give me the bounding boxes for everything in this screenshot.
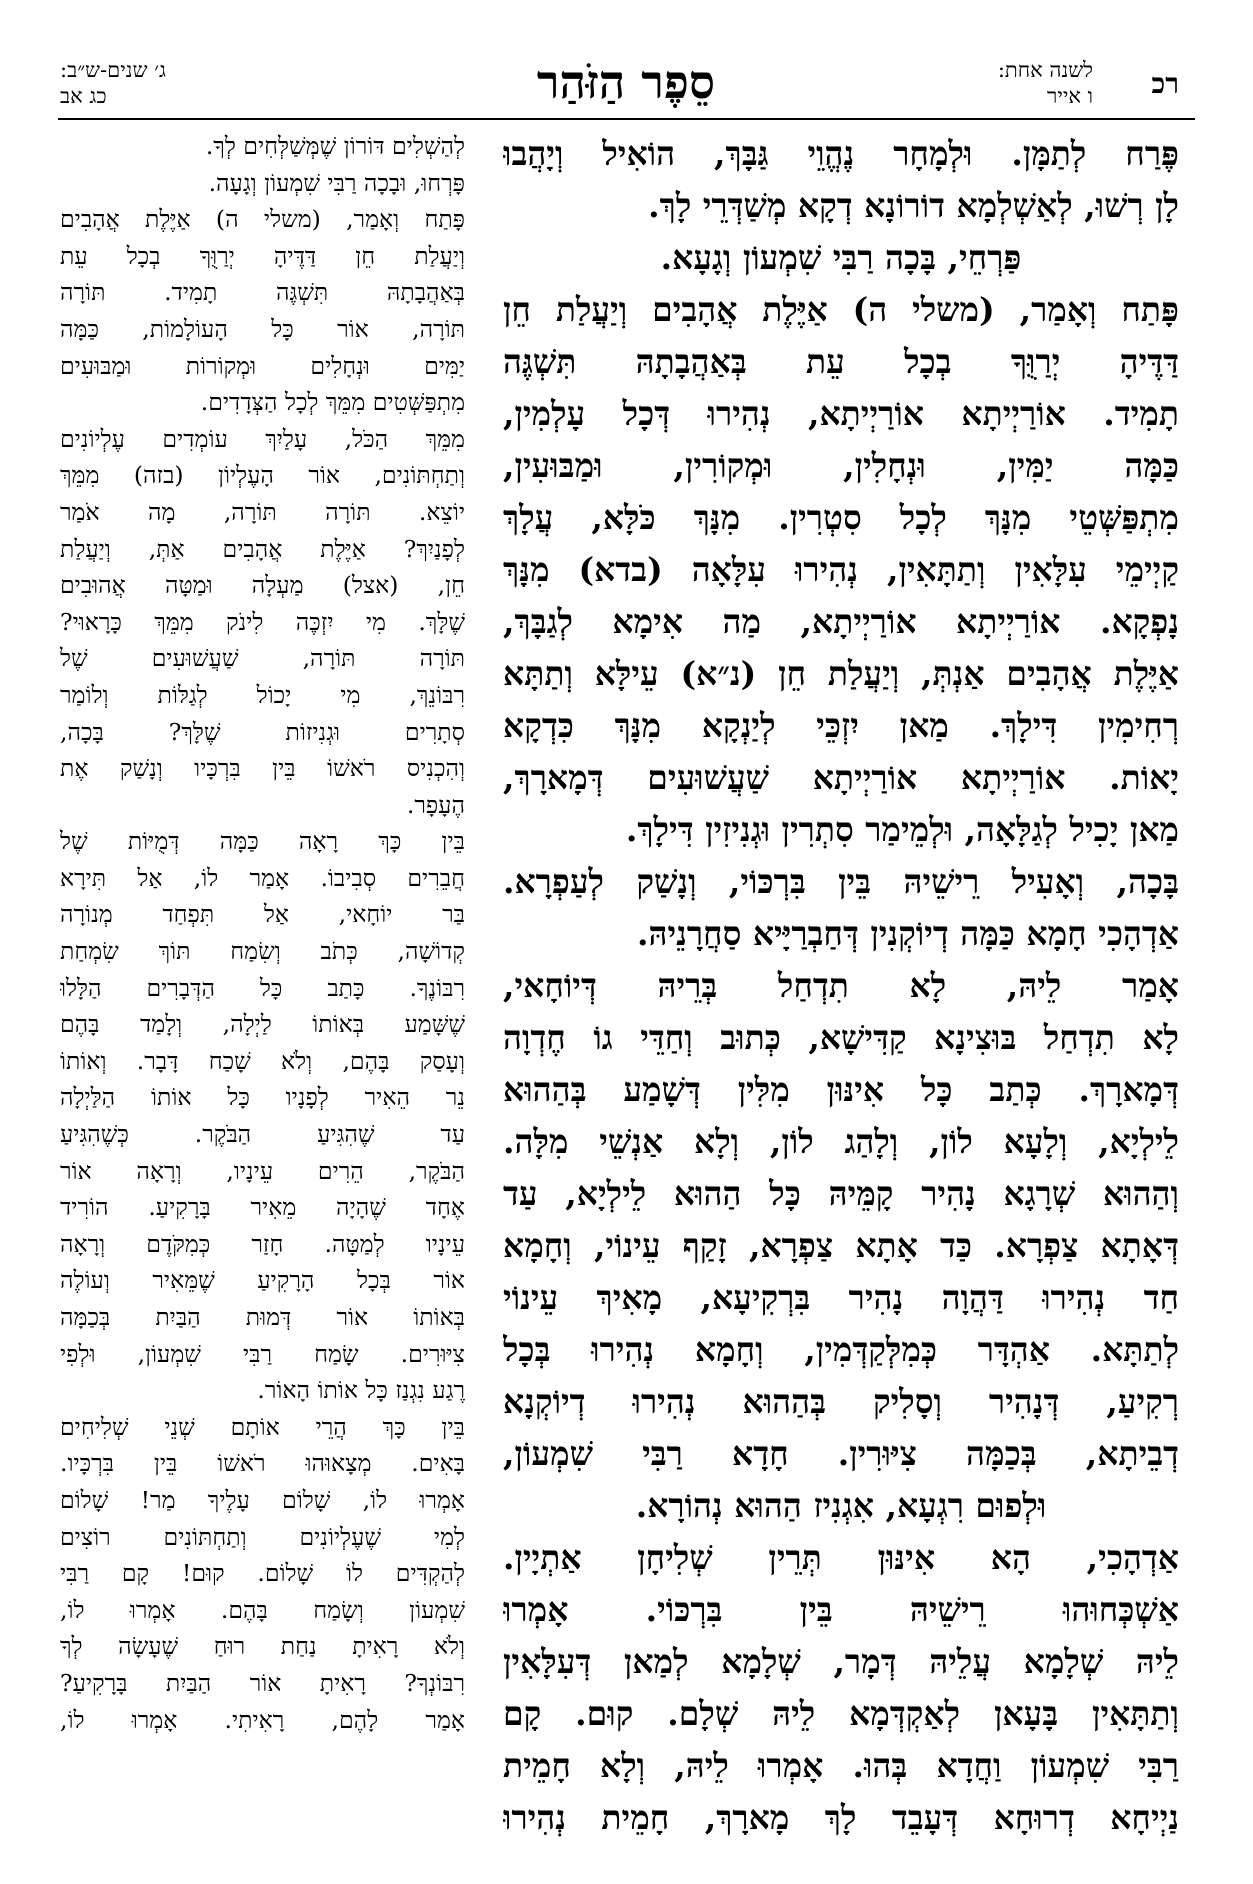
translation-text-line: לְפָנַיִךְ? אַיֶּלֶת אֲהָבִים אַתְּ, וְיַעֲלַת — [60, 534, 465, 563]
main-text-line: דְּאָתָא צַפְרָא. כַּד אָתָא צַפְרָא, זָקַף עֵינוֹי, וְחָמָא — [503, 1226, 1179, 1265]
main-text-line: חַד נְהִירוּ דַּהֲוָה נָהִיר בִּרְקִיעָא, מָאִיךְ עֵינוֹי — [503, 1278, 1179, 1317]
main-text-line: וְהַהוּא שְׁרָגָא נָהִיר קָמֵּיהּ כָּל הַהוּא לֵילְיָא, עַד — [503, 1174, 1179, 1213]
translation-text-line: אָמַר לָהֶם, רָאִיתִי. אָמְרוּ לוֹ, — [60, 1705, 465, 1734]
main-text-line: אַדְהָכִי חָמָא כַּמָּה דְיוֹקְנִין דְּחַבְרַיָּיא סַחֲרָנֵיהּ. — [636, 914, 1179, 953]
translation-text-line: בַּר יוֹחָאי, אַל תִּפְחַד מְנוֹרָה — [60, 900, 465, 929]
main-text-line: פָּתַח וְאָמַר, (משלי ה) אַיֶּלֶת אֲהָבִים וְיַעֲלַת חֵן — [503, 290, 1179, 329]
translation-text-line: תּוֹרָה תּוֹרָה, שַׁעֲשׁוּעִים שֶׁל — [60, 644, 465, 673]
translation-text-line: הַבֹּקֶר, הֵרִים עֵינָיו, וְרָאָה אוֹר — [60, 1156, 465, 1185]
main-text-line: כַּמָּה יַמִּין, וּנְחָלִין, וּמְקוֹרִין, וּמַבּוּעִין, — [503, 446, 1179, 485]
main-text-line: תָמִיד. אוֹרַיְיתָא אוֹרַיְיתָא, נְהִירוּ דְּכָל עָלְמִין, — [503, 394, 1179, 433]
main-text-line: רְחִימִין דִּילָךְ. מַאן יִזְכֵּי לְיַנְקָא מִנָּךְ כִּדְקָא — [503, 706, 1179, 745]
main-text-line: נָפְקָא. אוֹרַיְיתָא אוֹרַיְיתָא, מַה אִימָא לְגַבָּךְ, — [503, 602, 1179, 641]
schedule-right-line2: ו אייר — [1047, 84, 1093, 108]
main-text-line: בָּכָה, וְאָעִיל רֵישֵׁיהּ בֵּין בִּרְכּוֹי, וְנָשַׁק לְעַפְרָא. — [503, 862, 1179, 901]
translation-text-line: וְיַעֲלַת חֵן דַּדֶּיהָ יְרַוֻּךָ בְכָל עֵת — [60, 241, 465, 270]
translation-text-line: בְּאוֹתוֹ אוֹר דְּמוּת הַבַּיִת בְּכַמָּה — [60, 1303, 465, 1331]
translation-text-line: לְהַשְׁלִים דּוֹרוֹן שֶׁמְּשַׁלְּחִים לְךָ. — [205, 132, 465, 160]
translation-text-line: מִתְפַּשְּׁטִים מִמֵּךְ לְכָל הַצְּדָדִים. — [200, 388, 465, 417]
main-text-line: קַיְימֵי עִלָּאִין וְתַתָּאִין, נְהִירוּ עִלָּאָה (בדא) מִנָּךְ — [503, 550, 1179, 589]
main-text-line: נַיְיחָא דְרוּחָא דְּעָבֵד לָךְ מָארָךְ, חָמֵית נְהִירוּ — [503, 1798, 1179, 1837]
main-text-line: לָא תִדְחַל בּוּצִינָא קַדִּישָׁא, כְּתוּב וְחַדֵּי גוֹ חֶדְוָה — [503, 1018, 1179, 1057]
translation-text-line: בְּאַהֲבָתָהּ תִּשְׁגֶּה תָמִיד. תּוֹרָה — [60, 278, 465, 307]
translation-text-line: לְהַקְדִּים לוֹ שָׁלוֹם. קוּם! קָם רַבִּי — [60, 1559, 465, 1588]
translation-text-line: אָמְרוּ לוֹ, שָׁלוֹם עָלֶיךָ מַר! שָׁלוֹם — [60, 1485, 465, 1514]
book-title: סֵפֶר הַזֹּהַר — [536, 55, 716, 109]
translation-text-line: עֵינָיו לְמַטָּה. חָזַר כְּמִקֹּדֶם וְרָאָה — [60, 1229, 465, 1258]
main-text-line: אַדְהָכִי, הָא אִינּוּן תְּרֵין שְׁלִיחָן אַתְיָין. — [503, 1538, 1179, 1577]
main-text-line: דְבֵיתָא, בְּכַמָּה צִיּוּרִין. חָדָא רַבִּי שִׁמְעוֹן, — [503, 1434, 1179, 1473]
translation-text-line: וְעָסַק בָּהֶם, וְלֹא שָׁכַח דָּבָר. וְאוֹתוֹ — [60, 1046, 465, 1075]
schedule-right-line1: לשנה אחת: — [997, 58, 1093, 82]
reading-schedule-left — [60, 57, 300, 109]
page-number: רכ — [1151, 67, 1179, 100]
translation-text-line: וְהִכְנִיס רֹאשׁוֹ בֵּין בִּרְכָּיו וְנָשַׁק אֶת — [60, 754, 465, 783]
translation-text-line: יַמִּים וּנְחָלִים וּמְקוֹרוֹת וּמַבּוּעִים — [60, 351, 465, 380]
translation-text-line: בָּאִים. מְצָאוּהוּ רֹאשׁוֹ בֵּין בִּרְכָּיו. — [60, 1449, 465, 1478]
main-text-line: פַּרְחֵי, בָּכָה רַבִּי שִׁמְעוֹן וְגָעָא. — [660, 238, 1022, 277]
main-text-line: יָאוֹת. אוֹרַיְיתָא אוֹרַיְיתָא שַׁעֲשׁוּעִים דְּמָארָךְ, — [503, 758, 1179, 797]
header-rule — [58, 118, 1195, 120]
translation-text-line: רִבּוֹנֵךְ, מִי יָכוֹל לְגַלּוֹת וְלוֹמַר — [60, 680, 465, 709]
translation-text-line: יוֹצֵא. תּוֹרָה תּוֹרָה, מָה אֹמַר — [60, 497, 465, 526]
translation-text-line: לְמִי שֶׁעֶלְיוֹנִים וְתַחְתּוֹנִים רוֹצִים — [60, 1522, 465, 1551]
schedule-left-line1: ג׳ שנים-ש״ב: — [60, 58, 166, 82]
schedule-left-line2: כג אב — [60, 84, 107, 108]
translation-text-line: וְלֹא רָאִיתָ נַחַת רוּחַ שֶׁעָשָׂה לְךָ — [60, 1632, 465, 1661]
translation-text-line: שֶׁלָּךְ. מִי יִזְכֶּה לִינֹק מִמֵּךְ כָּרָאוּי? — [60, 607, 465, 636]
translation-text-line: תּוֹרָה, אוֹר כָּל הָעוֹלָמוֹת, כַּמָּה — [60, 314, 465, 343]
main-text-line: לֵילְיָא, וְלָעָא לוֹן, וְלָהַג לוֹן, וְלָא אַנְשֵׁי מִלָּה. — [503, 1122, 1179, 1161]
translation-text-line: רִבּוֹנֶךָ. כָּתַב כָּל הַדְּבָרִים הַלָּלוּ — [60, 973, 465, 1002]
translation-text-line: אוֹר בְּכָל הָרָקִיעַ שֶׁמֵּאִיר וְעוֹלֶה — [60, 1266, 465, 1295]
translation-text-line: חֵן, (אצל) מַעְלָה וּמַטָּה אֲהוּבִים — [60, 571, 465, 600]
main-text-line: אַשְׁכְּחוּהוּ רֵישֵׁיהּ בֵּין בִּרְכּוֹי. אָמְרוּ — [503, 1590, 1179, 1629]
main-text-line: לְתַתָּא. אַהְדָּר כְּמִלְּקַדְּמִין, וְחָמָא נְהִירוּ בְּכָל — [503, 1330, 1179, 1369]
translation-text-line: קְדוֹשָׁה, כְּתֹב וְשִׂמַח תּוֹךְ שִׂמְחַת — [60, 937, 465, 966]
translation-text-line: אֶחָד שֶׁהָיָה מֵאִיר בָּרָקִיעַ. הוֹרִיד — [60, 1193, 465, 1222]
page-header — [0, 55, 1253, 117]
translation-text-line: בֵּין כָּךְ רָאָה כַּמָּה דְּמֻיּוֹת שֶׁל — [60, 827, 465, 856]
main-text-line: פֶּרַח לְתַמָּן. וּלְמָחָר נֶהֱוֵי גַּבָּךְ, הוֹאִיל וְיָהֲבוּ — [503, 134, 1179, 173]
translation-text-line: עַד שֶׁהִגִּיעַ הַבֹּקֶר. כְּשֶׁהִגִּיעַ — [60, 1120, 465, 1149]
translation-text-line: חֲבֵרִים סְבִיבוֹ. אָמַר לוֹ, אַל תִּירָא — [60, 863, 465, 892]
reading-schedule-right — [893, 57, 1093, 109]
translation-text-line: סְתָרִים וּגְנִיזוֹת שֶׁלָּךְ? בָּכָה, — [60, 717, 465, 746]
translation-text-line: שִׁמְעוֹן וְשָׂמַח בָּהֶם. אָמְרוּ לוֹ, — [60, 1595, 465, 1624]
translation-text-line: בֵּין כָּךְ הֲרֵי אוֹתָם שְׁנֵי שְׁלִיחִים — [60, 1412, 465, 1441]
translation-text-line: נֵר הֵאִיר לְפָנָיו כָּל אוֹתוֹ הַלַּיְלָה — [60, 1083, 465, 1112]
translation-text-line: הֶעָפָר. — [406, 790, 465, 819]
main-text-line: מַאן יָכִיל לְגַלָּאָה, וּלְמֵימַר סִתְרִין וּגְנִיזִין דִּילָךְ. — [625, 810, 1179, 849]
main-text-line: אָמַר לֵיהּ, לָא תִדְחַל בְּרֵיהּ דְּיוֹחָאי, — [503, 966, 1179, 1005]
translation-text-line: שֶׁשָּׁמַע בְּאוֹתוֹ לַיְלָה, וְלָמַד בָּהֶם — [60, 1010, 465, 1039]
translation-text-line: רִבּוֹנְךָ? רָאִיתָ אוֹר הַבַּיִת בָּרָקִיעַ? — [60, 1668, 465, 1697]
main-text-line: לֵיהּ שְׁלָמָא עֲלֵיהּ דְּמָר, שְׁלָמָא לְמַאן דְּעִלָּאִין — [503, 1642, 1179, 1681]
translation-text-line: פָּתַח וְאָמַר, (משלי ה) אַיֶּלֶת אֲהָבִים — [60, 205, 465, 234]
main-text-line: לָן רְשׁוּ, לְאַשְׁלְמָא דוֹרוֹנָא דְקָא מְשַׁדְּרֵי לָךְ. — [648, 186, 1179, 225]
main-text-line: רַבִּי שִׁמְעוֹן וַחֲדָא בְּהוּ. אָמְרוּ לֵיהּ, וְלָא חָמֵית — [503, 1746, 1179, 1785]
translation-text-line: מִמֵּךְ הַכֹּל, עָלַיִךְ עוֹמְדִים עֶלְיוֹנִים — [60, 424, 465, 453]
main-text-line: רְקִיעַ, דְּנָהִיר וְסָלִיק בְּהַהוּא נְהִירוּ דְיוֹקְנָא — [503, 1382, 1179, 1421]
translation-text-line: פָּרְחוּ, וּבָכָה רַבִּי שִׁמְעוֹן וְגָעָה. — [208, 168, 465, 197]
aramaic-main-column — [503, 128, 1179, 1844]
main-text-line: דַּדֶּיהָ יְרַוֻּךָ בְכָל עֵת בְּאַהֲבָתָהּ תִּשְׁגֶּה — [503, 342, 1179, 381]
main-text-line: אַיֶּלֶת אֲהָבִים אַנְתְּ, וְיַעֲלַת חֵן (נ״א) עֵילָּא וְתַתָּא — [503, 654, 1179, 693]
main-text-line: דְּמָארָךְ. כְּתַב כָּל אִינּוּן מִלִּין דְּשָׁמַע בְּהַהוּא — [503, 1070, 1179, 1109]
translation-text-line: צִיּוּרִים. שָׂמַח רַבִּי שִׁמְעוֹן, וּלְפִי — [60, 1339, 465, 1368]
main-text-line: וּלְפוּם רִגְעָא, אִגְנִיז הַהוּא נְהוֹרָא. — [635, 1486, 1047, 1525]
translation-text-line: רֶגַע נִגְנַז כָּל אוֹתוֹ הָאוֹר. — [257, 1376, 465, 1405]
main-text-line: מִתְפַּשְּׁטֵי מִנָּךְ לְכָל סִטְרִין. מִנָּךְ כֹּלָּא, עֲלָךְ — [503, 498, 1179, 537]
main-text-line: וְתַתָּאִין בָּעָאן לְאַקְדְּמָא לֵיהּ שְׁלָם. קוּם. קָם — [503, 1694, 1179, 1733]
translation-text-line: וְתַחְתּוֹנִים, אוֹר הָעֶלְיוֹן (בזה) מִמֵּךְ — [60, 461, 465, 490]
hebrew-translation-column — [60, 128, 465, 1738]
